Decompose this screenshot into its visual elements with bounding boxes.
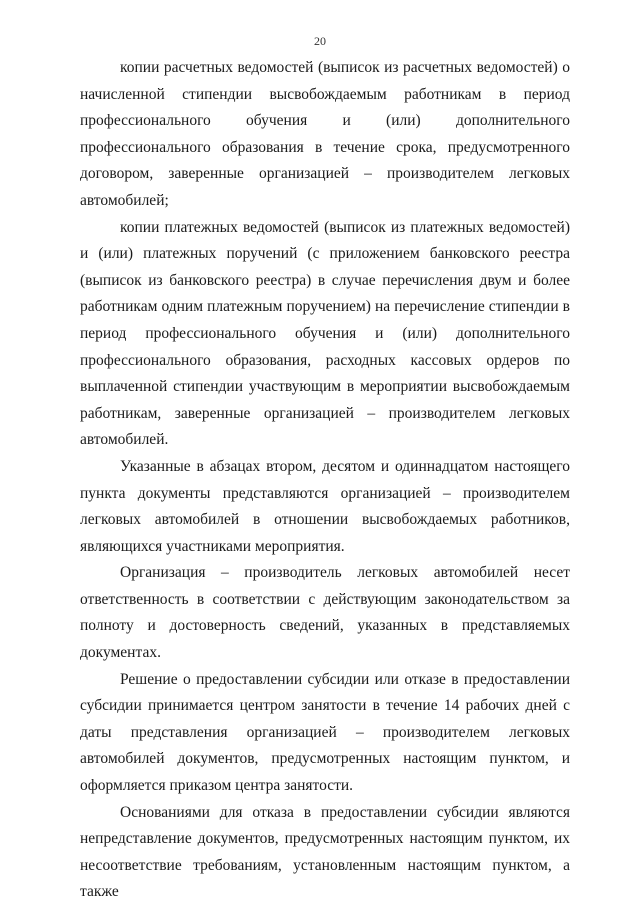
paragraph-refusal-grounds: Основаниями для отказа в предоставлении субсидии являются непредставление документов, предусмотренных настоящим пунктом, их несоответствие требованиям, установленным настоящим пунктом, а также xyxy=(80,803,570,901)
paragraph-payment-copies: копии платежных ведомостей (выписок из платежных ведомостей) и (или) платежных поручений (с приложением банковского реестра (выписок из банковского реестра) в случае перечисления двум и более работникам одним платежным поручением) на перечисление стипендии в период профессионального обучения и (или) дополнительного профессионального образования, расходных кассовых ордеров по выплаченной стипендии участвующим в мероприятии высвобождаемым работникам, заверенные организацией – производителем легковых автомобилей. xyxy=(80,218,570,449)
page-number: 20 xyxy=(314,34,326,48)
paragraph-decision: Решение о предоставлении субсидии или отказе в предоставлении субсидии принимается центром занятости в течение 14 рабочих дней с даты представления организацией – производителем легковых автомобилей документов, предусмотренных настоящим пунктом, и оформляется приказом центра занятости. xyxy=(80,670,570,795)
paragraph-documents-scope: Указанные в абзацах втором, десятом и одиннадцатом настоящего пункта документы представляются организацией – производителем легковых автомобилей в отношении высвобождаемых работников, являющихся участниками мероприятия. xyxy=(80,457,570,555)
document-body xyxy=(80,55,570,906)
paragraph-payroll-copies: копии расчетных ведомостей (выписок из расчетных ведомостей) о начисленной стипендии высвобождаемым работникам в период профессионального обучения и (или) дополнительного профессионального образования в течение срока, предусмотренного договором, заверенные организацией – производителем легковых автомобилей; xyxy=(80,59,570,209)
paragraph-responsibility: Организация – производитель легковых автомобилей несет ответственность в соответствии с действующим законодательством за полноту и достоверность сведений, указанных в представляемых документах. xyxy=(80,564,570,662)
